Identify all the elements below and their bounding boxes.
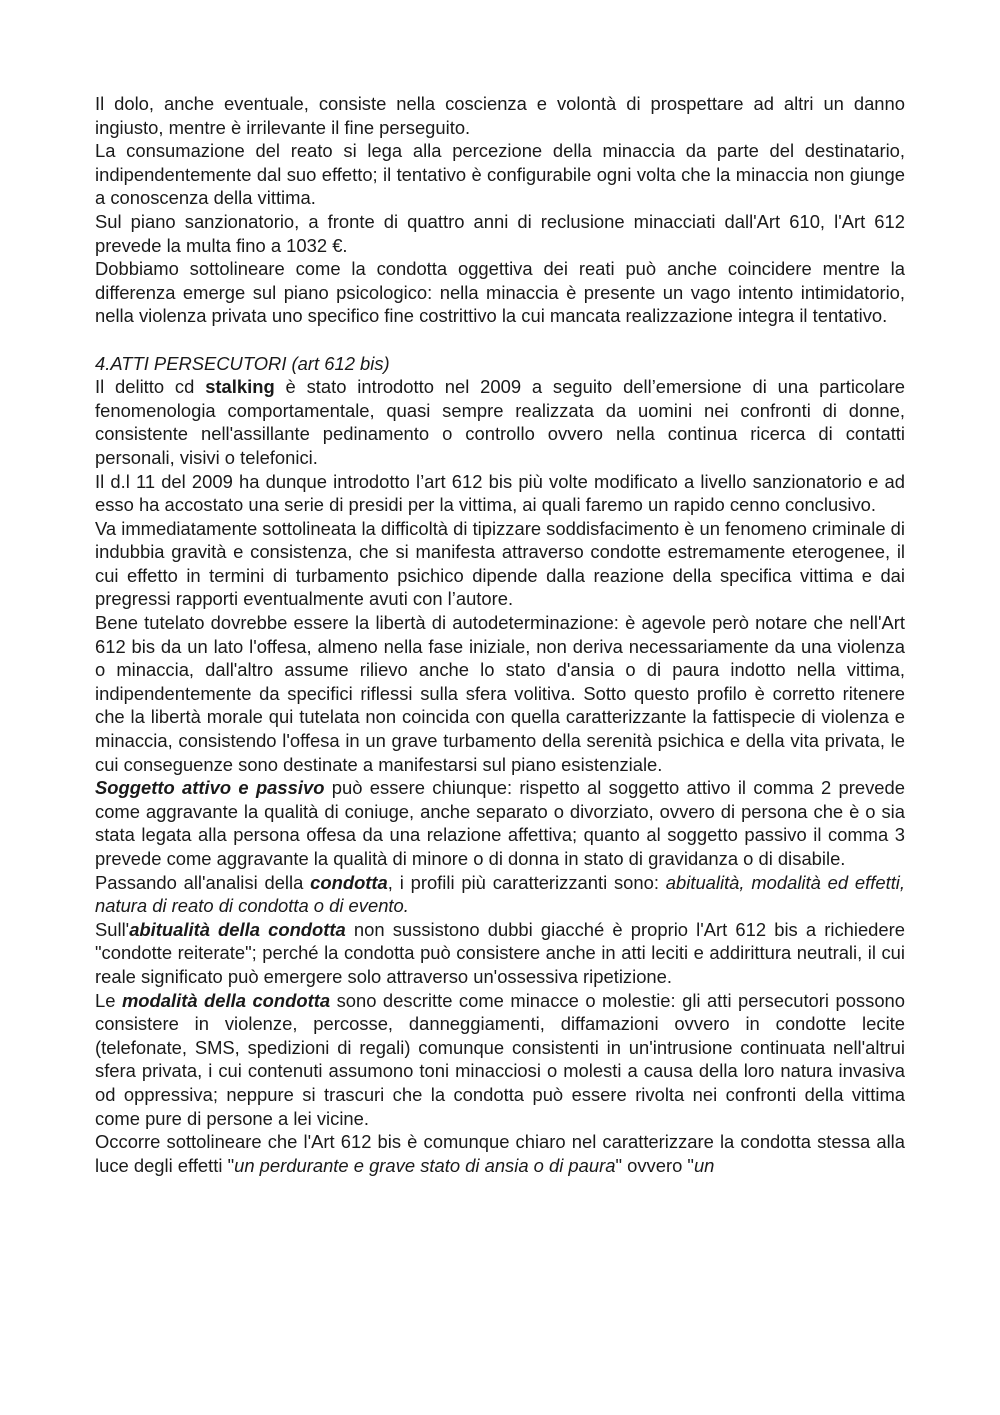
section-heading: 4.ATTI PERSECUTORI (art 612 bis) (95, 352, 390, 374)
paragraph-consumazione: La consumazione del reato si lega alla percezione della minaccia da parte del destinatario, indipendentemente dal suo effetto; il tentativo è configurabile ogni volta che la minaccia non giunge a conoscenza della vittima. (95, 140, 905, 209)
stalking-term: stalking (205, 376, 275, 398)
condotta-text-middle: , i profili più caratterizzanti sono: (387, 871, 666, 893)
occorre-quote-1: un perdurante e grave stato di ansia o di paura (234, 1154, 616, 1176)
stalking-text-after: è stato introdotto nel 2009 a seguito dell’emersione di una particolare fenomenologia comportamentale, quasi sempre realizzata da uomini nei confronti di donne, consistente nell'assillante pedinamento o controllo ovvero nella continua ricerca di contatti personali, visivi o telefonici. (95, 376, 905, 468)
paragraph-difficolta: Va immediatamente sottolineata la difficoltà di tipizzare soddisfacimento è un fenomeno criminale di indubbia gravità e consistenza, che si manifesta attraverso condotte estremamente eterogenee, il cui effetto in termini di turbamento psichico dipende dalla reazione della specifica vittima e dai pregressi rapporti eventualmente avuti con l’autore. (95, 517, 905, 610)
paragraph-bene-tutelato: Bene tutelato dovrebbe essere la libertà di autodeterminazione: è agevole però notare che nell'Art 612 bis da un lato l'offesa, almeno nella fase iniziale, non deriva necessariamente da una violenza o minaccia, dall'altro assume rilievo anche lo stato d'ansia o di paura indotto nella vittima, indipendentemente da specifici riflessi sulla sfera volitiva. Sotto questo profilo è corretto ritenere che la libertà morale qui tutelata non coincida con quella caratterizzante la fattispecie di violenza e minaccia, consistendo l'offesa in un grave turbamento della serenità psichica e della vita privata, le cui conseguenze sono destinate a manifestarsi sul piano esistenziale. (95, 612, 905, 775)
paragraph-decreto: Il d.l 11 del 2009 ha dunque introdotto l’art 612 bis più volte modificato a livello sanzionatorio e ad esso ha accostato una serie di presidi per la vittima, ai quali faremo un rapido cenno conclusivo. (95, 470, 905, 516)
blank-line (95, 328, 905, 352)
soggetto-text: può essere chiunque: rispetto al soggetto attivo il comma 2 prevede come aggravante la qualità di coniuge, anche separato o divorziato, ovvero di persona che è o sia stata legata alla persona offesa da una relazione affettiva; quanto al soggetto passivo il comma 3 prevede come aggravante la qualità di minore o di donna in stato di gravidanza o di disabile. (95, 777, 905, 869)
occorre-text-before: Occorre sottolineare che l'Art 612 bis è comunque chiaro nel caratterizzare la condotta stessa alla luce degli effetti " (95, 1131, 905, 1176)
condotta-profili: abitualità, modalità ed effetti, natura di reato di condotta o di evento. (95, 871, 906, 917)
paragraph-condotta (95, 871, 905, 918)
paragraph-sanzionatorio: Sul piano sanzionatorio, a fronte di quattro anni di reclusione minacciati dall'Art 610, l'Art 612 prevede la multa fino a 1032 €. (95, 210, 905, 256)
paragraph-soggetto (95, 776, 905, 870)
paragraph-abitualita (95, 918, 905, 989)
modalita-text-after: sono descritte come minacce o molestie: gli atti persecutori possono consistere in violenze, percosse, danneggiamenti, diffamazioni ovvero in condotte lecite (telefonate, SMS, spedizioni di regali) comunque consistenti in un'intrusione continuata nell'altrui sfera privata, i cui contenuti assumono toni minacciosi o molesti a causa della loro natura invasiva od oppressiva; neppure si trascuri che la condotta può essere rivolta nei confronti della vittima come pure di persone a lei vicine. (95, 989, 906, 1129)
modalita-term: modalità della condotta (121, 989, 331, 1011)
paragraph-condotta-oggettiva: Dobbiamo sottolineare come la condotta oggettiva dei reati può anche coincidere mentre la differenza emerge sul piano psicologico: nella minaccia è presente un vago intento intimidatorio, nella violenza privata uno specifico fine costrittivo la cui mancata realizzazione integra il tentativo. (95, 258, 905, 327)
abitualita-term: abitualità della condotta (129, 918, 346, 940)
occorre-text-middle: " ovvero " (615, 1154, 694, 1176)
paragraph-stalking (95, 375, 905, 469)
paragraph-occorre (95, 1130, 905, 1177)
occorre-quote-2: un (693, 1154, 715, 1176)
condotta-term: condotta (310, 871, 388, 893)
abitualita-text-before: Sull' (95, 918, 130, 940)
paragraph-modalita (95, 989, 905, 1131)
paragraph-dolo: Il dolo, anche eventuale, consiste nella coscienza e volontà di prospettare ad altri un danno ingiusto, mentre è irrilevante il fine perseguito. (95, 93, 905, 138)
stalking-text-before: Il delitto cd (95, 376, 206, 398)
condotta-text-before: Passando all'analisi della (95, 871, 311, 893)
soggetto-term: Soggetto attivo e passivo (95, 777, 325, 799)
abitualita-text-after: non sussistono dubbi giacché è proprio l'Art 612 bis a richiedere "condotte reiterate"; perché la condotta può consistere anche in atti leciti e addirittura neutrali, il cui reale significato può emergere solo attraverso un'ossessiva ripetizione. (95, 918, 905, 987)
modalita-text-before: Le (95, 989, 122, 1011)
